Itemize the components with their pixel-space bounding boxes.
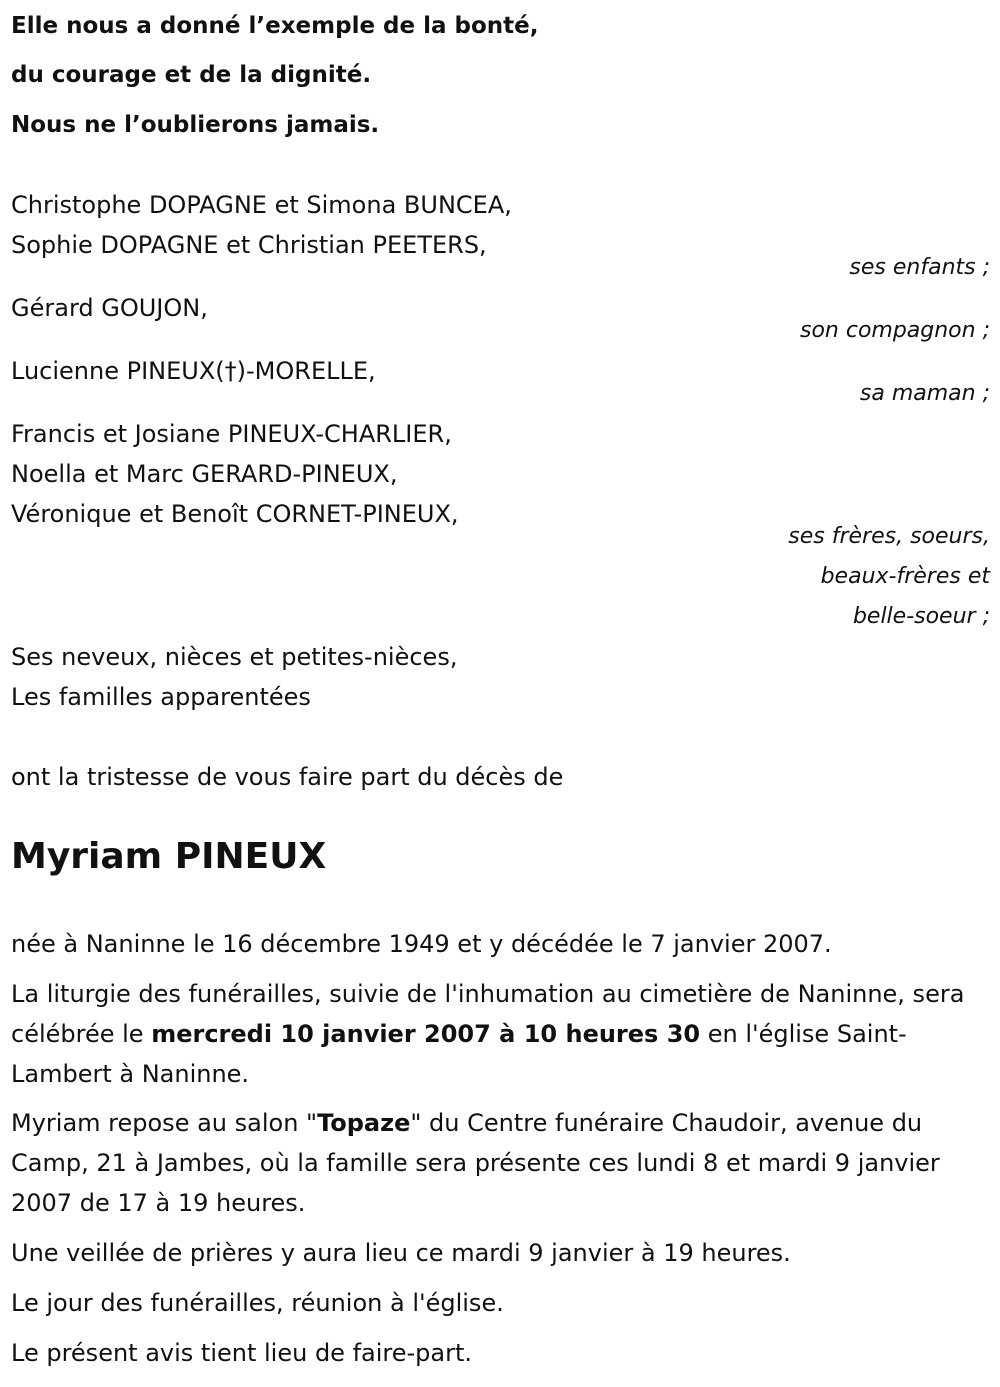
intro-line-3: Nous ne l’oublierons jamais. [11, 112, 380, 138]
mother-name-end: )-MORELLE, [236, 357, 376, 385]
family-children-2: Sophie DOPAGNE et Christian PEETERS, [11, 231, 487, 259]
meeting-paragraph: Le jour des funérailles, réunion à l'église. [11, 1289, 504, 1317]
family-mother [11, 357, 376, 385]
siblings-role-1: ses frères, soeurs, [788, 524, 990, 549]
liturgy-text-start: La liturgie des funérailles, suivie de l'inhumation au cimetière de Naninne, sera célébrée le [11, 980, 965, 1048]
notice-paragraph: Le présent avis tient lieu de faire-part. [11, 1339, 473, 1367]
family-siblings-2: Noella et Marc GERARD-PINEUX, [11, 460, 398, 488]
family-others-2: Les familles apparentées [11, 683, 311, 711]
vigil-paragraph: Une veillée de prières y aura lieu ce mardi 9 janvier à 19 heures. [11, 1239, 791, 1267]
mother-name-start: Lucienne PINEUX( [11, 357, 225, 385]
siblings-role-3: belle-soeur ; [852, 604, 990, 629]
companion-role: son compagnon ; [799, 318, 990, 343]
birth-death-paragraph: née à Naninne le 16 décembre 1949 et y décédée le 7 janvier 2007. [11, 930, 832, 958]
rest-text-start: Myriam repose au salon " [11, 1109, 318, 1137]
cross-icon: † [224, 357, 237, 385]
announcement-text: ont la tristesse de vous faire part du décès de [11, 763, 564, 791]
liturgy-paragraph [11, 974, 981, 1094]
intro-line-1: Elle nous a donné l’exemple de la bonté, [11, 13, 539, 39]
mother-role: sa maman ; [859, 381, 990, 406]
liturgy-text-end: en l'église Saint-Lambert à Naninne. [11, 1020, 907, 1088]
deceased-name: Myriam PINEUX [11, 836, 327, 877]
rest-paragraph [11, 1103, 981, 1223]
intro-line-2: du courage et de la dignité. [11, 62, 372, 88]
salon-name: Topaze [317, 1109, 411, 1137]
family-companion: Gérard GOUJON, [11, 294, 208, 322]
family-others-1: Ses neveux, nièces et petites-nièces, [11, 643, 458, 671]
children-role: ses enfants ; [849, 255, 990, 280]
family-children-1: Christophe DOPAGNE et Simona BUNCEA, [11, 191, 512, 219]
siblings-role-2: beaux-frères et [820, 564, 990, 589]
family-siblings-1: Francis et Josiane PINEUX-CHARLIER, [11, 420, 452, 448]
rest-text-end: " du Centre funéraire Chaudoir, avenue du Camp, 21 à Jambes, où la famille sera présente ces lundi 8 et mardi 9 janvier 2007 de 17 à 19 heures. [11, 1109, 940, 1217]
liturgy-date: mercredi 10 janvier 2007 à 10 heures 30 [151, 1020, 701, 1048]
family-siblings-3: Véronique et Benoît CORNET-PINEUX, [11, 500, 459, 528]
